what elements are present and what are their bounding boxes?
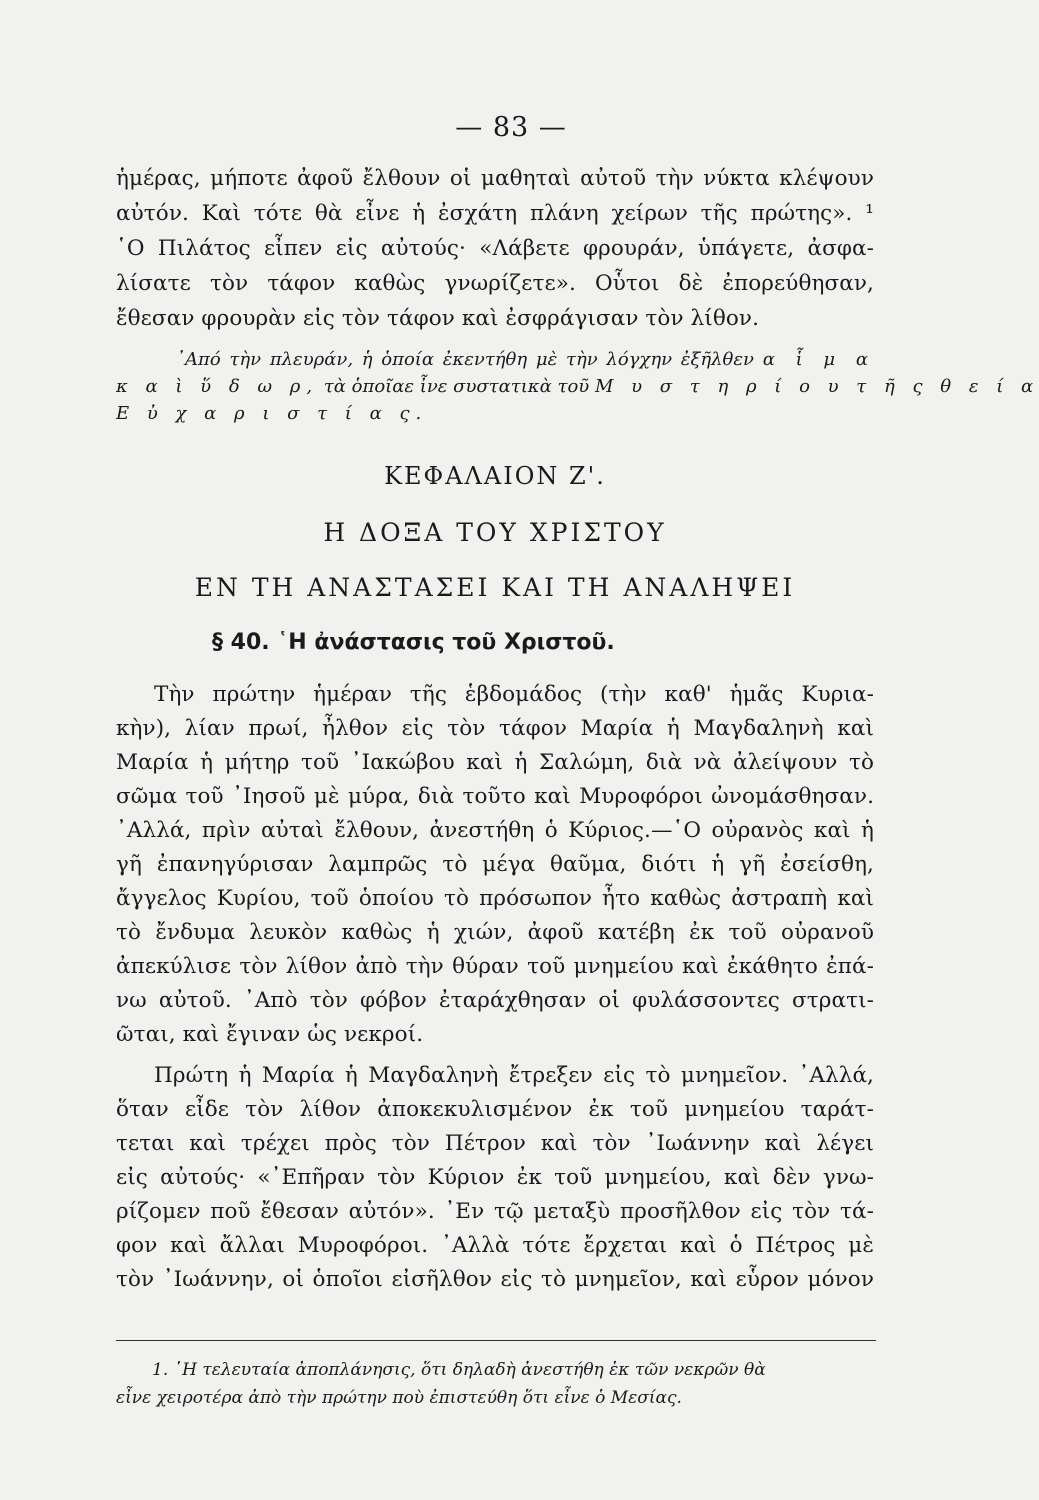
note-spaced-word: Μ υ σ τ η ρ ί ο υ τ ῆ ς θ ε ί α xyxy=(594,376,1039,397)
text-line: λίσατε τὸν τάφον καθὼς γνωρίζετε». Οὗτοι δὲ ἐπορεύθησαν, xyxy=(116,271,874,296)
text-line: ἡμέρας, μήποτε ἀφοῦ ἔλθουν οἱ μαθηταὶ αὐτοῦ τὴν νύκτα κλέψουν xyxy=(116,166,874,191)
text-line: ἔθεσαν φρουρὰν εἰς τὸν τάφον καὶ ἐσφράγισαν τὸν λίθον. xyxy=(116,306,760,331)
chapter-title-line-1: Η ΔΟΞΑ ΤΟΥ ΧΡΙΣΤΟΥ xyxy=(323,518,667,547)
text-line: σῶμα τοῦ ᾿Ιησοῦ μὲ μύρα, διὰ τοῦτο καὶ Μυροφόροι ὠνομάσθησαν. xyxy=(116,784,874,809)
text-line: αὐτόν. Καὶ τότε θὰ εἶνε ἡ ἐσχάτη πλάνη χείρων τῆς πρώτης». ¹ xyxy=(116,201,874,226)
text-line: ἀπεκύλισε τὸν λίθον ἀπὸ τὴν θύραν τοῦ μνημείου καὶ ἐκάθητο ἐπά- xyxy=(116,954,874,979)
note-line xyxy=(116,376,1039,397)
text-line: γῆ ἐπανηγύρισαν λαμπρῶς τὸ μέγα θαῦμα, διότι ἡ γῆ ἐσείσθη, xyxy=(116,852,874,877)
footnote-line: εἶνε χειροτέρα ἀπὸ τὴν πρώτην ποὺ ἐπιστεύθη ὅτι εἶνε ὁ Μεσίας. xyxy=(116,1388,682,1408)
chapter-title-line-2: ΕΝ ΤΗ ΑΝΑΣΤΑΣΕΙ ΚΑΙ ΤΗ ΑΝΑΛΗΨΕΙ xyxy=(194,573,796,602)
text-line: ἄγγελος Κυρίου, τοῦ ὁποίου τὸ πρόσωπον ἦτο καθὼς ἀστραπὴ καὶ xyxy=(116,886,874,911)
text-line: ὅταν εἶδε τὸν λίθον ἀποκεκυλισμένον ἐκ τοῦ μνημείου ταράτ- xyxy=(116,1097,874,1122)
note-spaced-word: α ἷ μ α xyxy=(762,349,874,370)
text-line: ῾Ο Πιλάτος εἶπεν εἰς αὐτούς· «Λάβετε φρουράν, ὑπάγετε, ἀσφα- xyxy=(116,236,874,261)
note-text: ᾿Από τὴν πλευράν, ἡ ὁποία ἐκεντήθη μὲ τὴν λόγχην ἐξῆλθεν xyxy=(176,349,754,370)
text-line: κὴν), λίαν πρωί, ἦλθον εἰς τὸν τάφον Μαρία ἡ Μαγδαληνὴ καὶ xyxy=(116,716,874,741)
text-line: Μαρία ἡ μήτηρ τοῦ ᾿Ιακώβου καὶ ἡ Σαλώμη, διὰ νὰ ἀλείψουν τὸ xyxy=(116,750,874,775)
footnote-divider xyxy=(116,1340,876,1341)
text-line: ᾿Αλλά, πρὶν αὐταὶ ἔλθουν, ἀνεστήθη ὁ Κύριος.—῾Ο οὐρανὸς καὶ ἡ xyxy=(116,818,874,843)
text-line: τὸ ἔνδυμα λευκὸν καθὼς ἡ χιών, ἀφοῦ κατέβη ἐκ τοῦ οὐρανοῦ xyxy=(116,920,874,945)
text-line: νω αὐτοῦ. ᾿Απὸ τὸν φόβον ἐταράχθησαν οἱ φυλάσσοντες στρατι- xyxy=(116,988,874,1013)
note-line xyxy=(176,349,874,370)
text-line: τὸν ᾿Ιωάννην, οἱ ὁποῖοι εἰσῆλθον εἰς τὸ μνημεῖον, καὶ εὗρον μόνον xyxy=(116,1267,874,1292)
text-line: Τὴν πρώτην ἡμέραν τῆς ἑβδομάδος (τὴν καθ' ἡμᾶς Κυρια- xyxy=(154,682,874,707)
note-spaced-word: Ε ὐ χ α ρ ι σ τ ί α ς. xyxy=(116,403,428,424)
note-line xyxy=(116,403,874,424)
chapter-number: ΚΕΦΑΛΑΙΟΝ Ζ'. xyxy=(384,462,606,490)
text-line: ῶται, καὶ ἔγιναν ὡς νεκροί. xyxy=(116,1022,424,1047)
section-heading: § 40. ῾Η ἀνάστασις τοῦ Χριστοῦ. xyxy=(212,630,615,655)
text-line: τεται καὶ τρέχει πρὸς τὸν Πέτρον καὶ τὸν ᾿Ιωάννην καὶ λέγει xyxy=(116,1131,874,1156)
page-number: — 83 — xyxy=(455,112,567,143)
note-text: τὰ ὁποῖαε ἶνε συστατικὰ τοῦ xyxy=(323,376,590,397)
text-line: εἰς αὐτούς· «᾿Επῆραν τὸν Κύριον ἐκ τοῦ μνημείου, καὶ δὲν γνω- xyxy=(116,1165,874,1190)
text-line: ρίζομεν ποῦ ἔθεσαν αὐτόν». ᾿Εν τῷ μεταξὺ προσῆλθον εἰς τὸν τά- xyxy=(116,1199,874,1224)
note-spaced-word: κ α ὶ ὕ δ ω ρ, xyxy=(116,376,319,397)
text-line: φον καὶ ἄλλαι Μυροφόροι. ᾿Αλλὰ τότε ἔρχεται καὶ ὁ Πέτρος μὲ xyxy=(116,1233,874,1258)
footnote-line: 1. ῾Η τελευταία ἀποπλάνησις, ὅτι δηλαδὴ ἀνεστήθη ἐκ τῶν νεκρῶν θὰ xyxy=(152,1360,766,1380)
text-line: Πρώτη ἡ Μαρία ἡ Μαγδαληνὴ ἔτρεξεν εἰς τὸ μνημεῖον. ᾿Αλλά, xyxy=(154,1063,874,1088)
